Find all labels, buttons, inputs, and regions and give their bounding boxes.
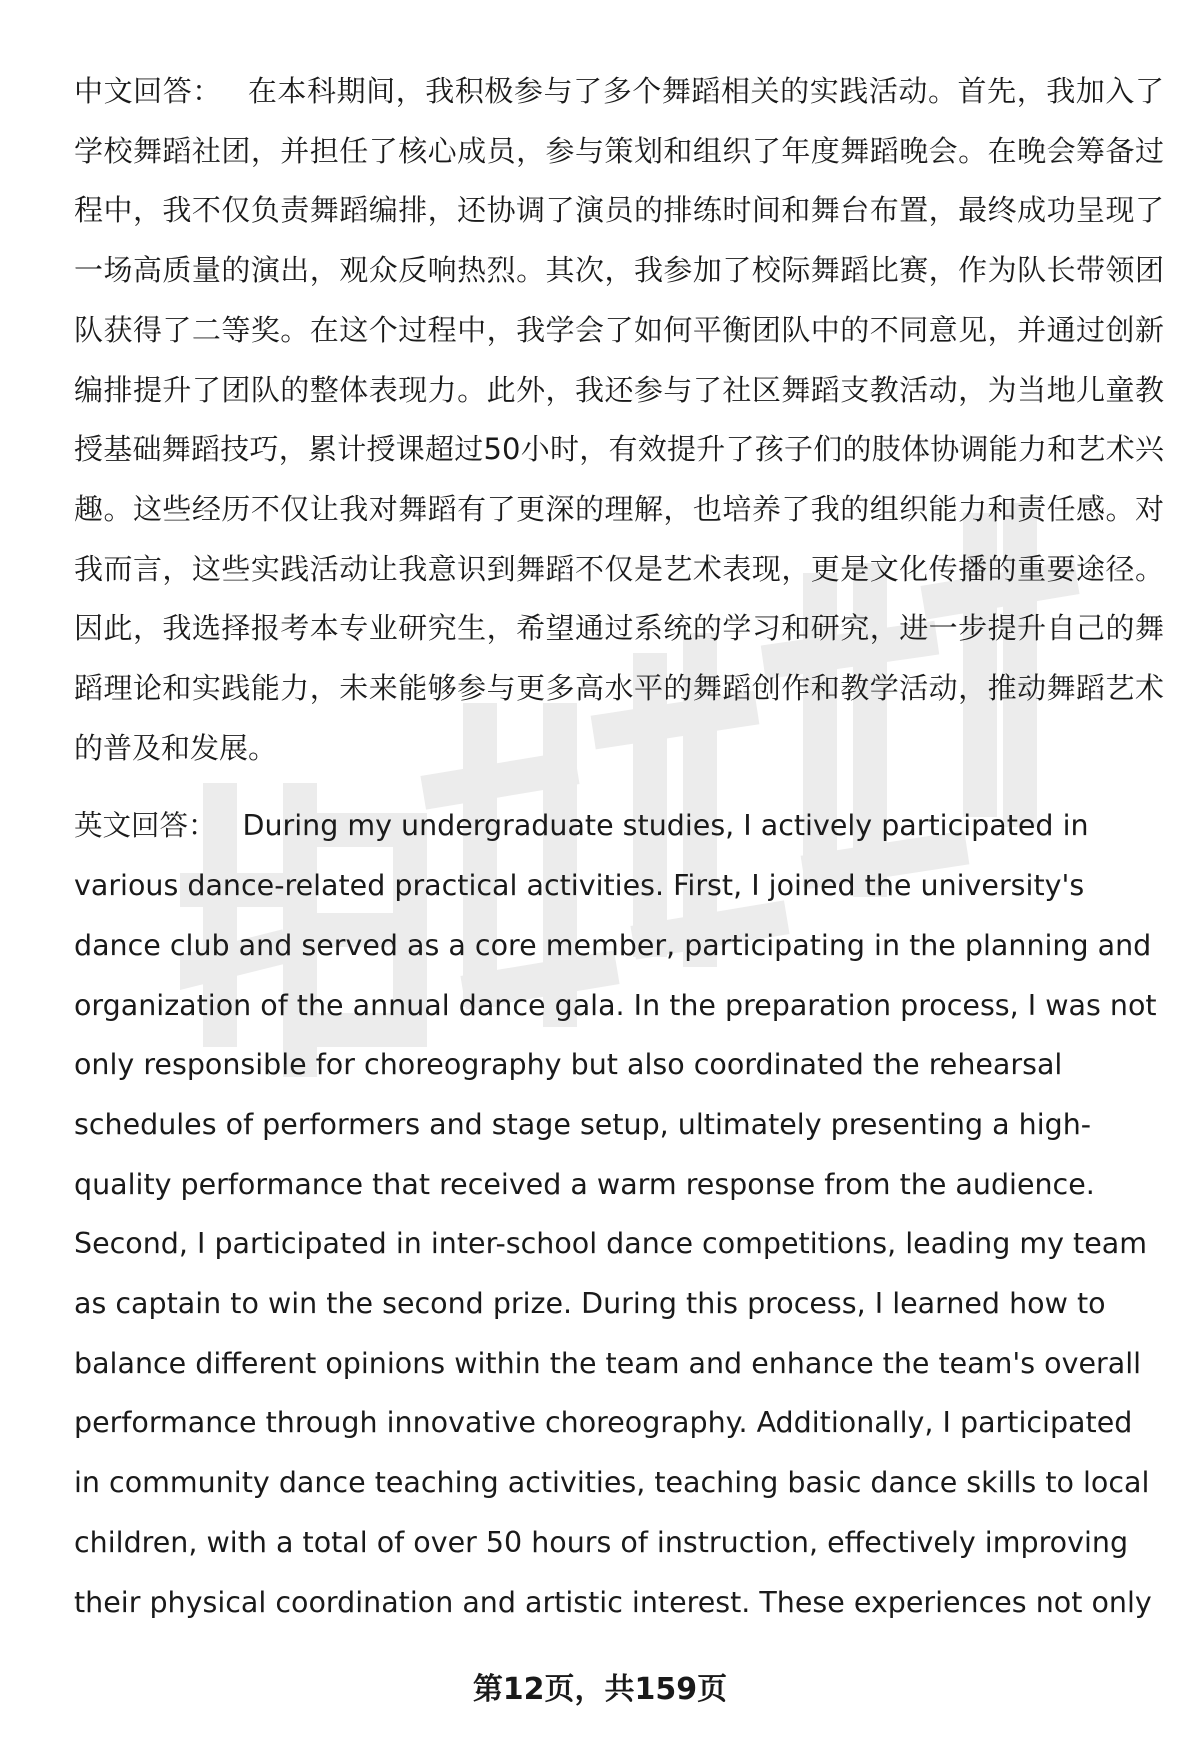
chinese-answer-paragraph — [74, 62, 1164, 778]
chinese-answer-text: 在本科期间，我积极参与了多个舞蹈相关的实践活动。首先，我加入了学校舞蹈社团，并担任了核心成员，参与策划和组织了年度舞蹈晚会。在晚会筹备过程中，我不仅负责舞蹈编排，还协调了演员的排练时间和舞台布置，最终成功呈现了一场高质量的演出，观众反响热烈。其次，我参加了校际舞蹈比赛，作为队长带领团队获得了二等奖。在这个过程中，我学会了如何平衡团队中的不同意见，并通过创新编排提升了团队的整体表现力。此外，我还参与了社区舞蹈支教活动，为当地儿童教授基础舞蹈技巧，累计授课超过50小时，有效提升了孩子们的肢体协调能力和艺术兴趣。这些经历不仅让我对舞蹈有了更深的理解，也培养了我的组织能力和责任感。对我而言，这些实践活动让我意识到舞蹈不仅是艺术表现，更是文化传播的重要途径。因此，我选择报考本专业研究生，希望通过系统的学习和研究，进一步提升自己的舞蹈理论和实践能力，未来能够参与更多高水平的舞蹈创作和教学活动，推动舞蹈艺术的普及和发展。 — [74, 74, 1164, 765]
chinese-answer-label: 中文回答： — [74, 74, 222, 108]
english-answer-label: 英文回答： — [74, 809, 217, 843]
page-number: 第12页，共159页 — [472, 1672, 728, 1707]
page-content — [74, 62, 1164, 1632]
english-answer-paragraph — [74, 796, 1164, 1632]
english-answer-text: During my undergraduate studies, I actively participated in various dance-related practical activities. First, I joined the university's dance club and served as a core member, participating in the planning and organization of the annual dance gala. In the preparation process, I was not only responsible for choreography but also coordinated the rehearsal schedules of performers and stage setup, ultimately presenting a high-quality performance that received a warm response from the audience. Second, I participated in inter-school dance competitions, leading my team as captain to win the second prize. During this process, I learned how to balance different opinions within the team and enhance the team's overall performance through innovative choreography. Additionally, I participated in community dance teaching activities, teaching basic dance skills to local children, with a total of over 50 hours of instruction, effectively improving their physical coordination and artistic interest. These experiences not only — [74, 809, 1157, 1619]
